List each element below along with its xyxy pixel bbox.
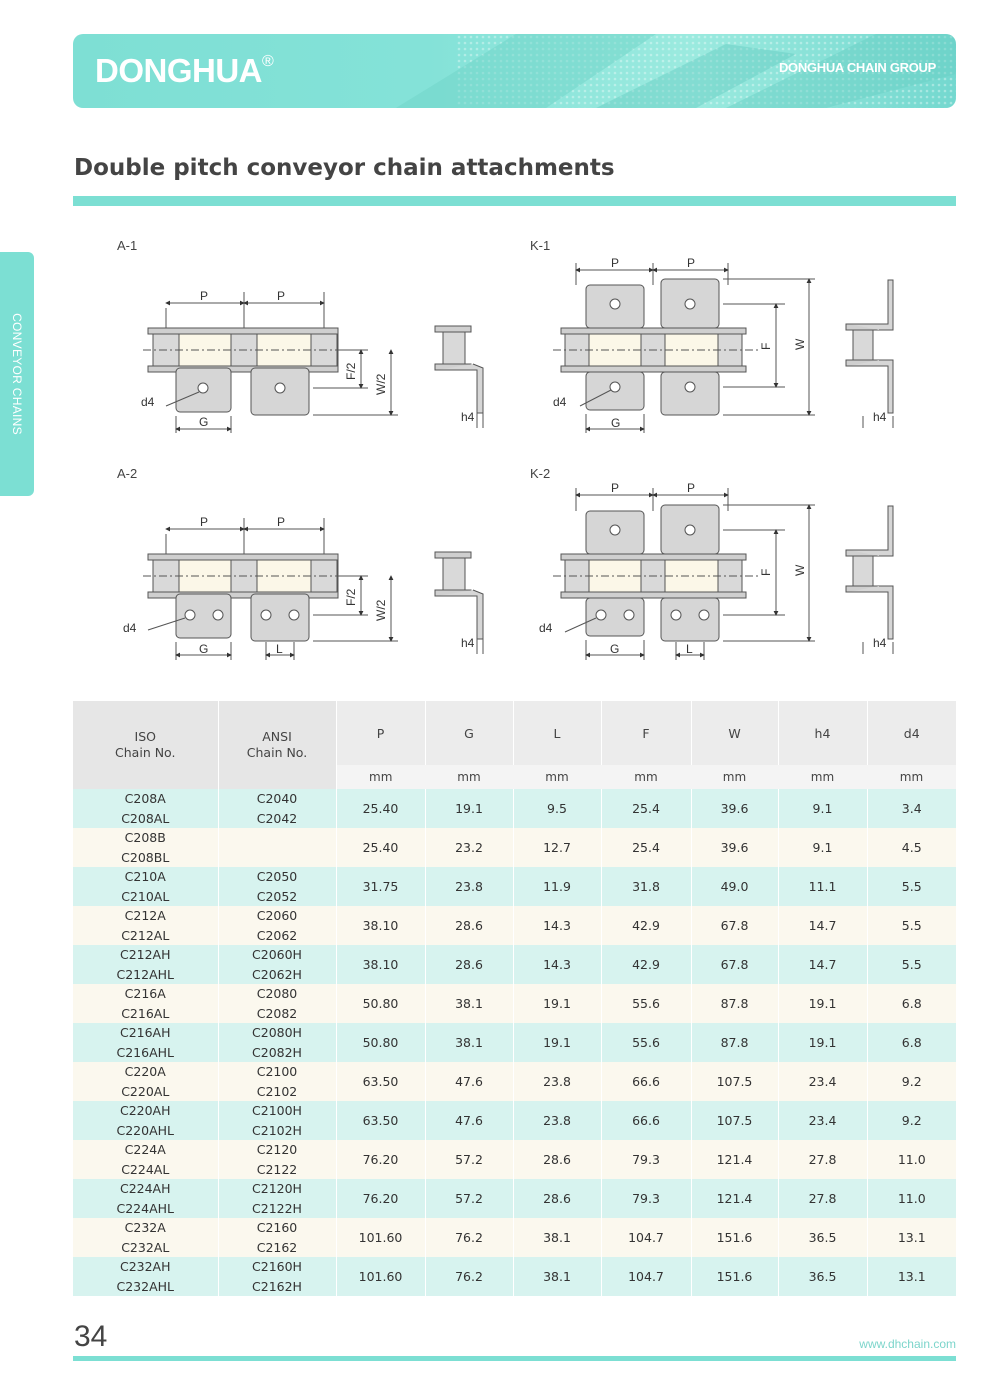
cell-g: 23.8 (425, 867, 513, 906)
cell-l: 12.7 (513, 828, 601, 867)
page-number: 34 (74, 1320, 108, 1353)
col-header-p: P (336, 701, 425, 765)
iso-chain-no: C208B C208BL (73, 828, 218, 867)
cell-p: 101.60 (336, 1218, 425, 1257)
cell-d4: 11.0 (867, 1179, 956, 1218)
cell-w: 107.5 (691, 1101, 778, 1140)
ansi-chain-no: C2060 C2062 (218, 906, 336, 945)
k2-dim-p1: P (611, 481, 620, 495)
cell-p: 31.75 (336, 867, 425, 906)
cell-d4: 9.2 (867, 1101, 956, 1140)
cell-p: 50.80 (336, 1023, 425, 1062)
a2-dim-p2: P (277, 515, 286, 529)
group-name: DONGHUA CHAIN GROUP (778, 60, 936, 75)
k1-dim-g: G (611, 416, 621, 430)
k1-dim-p1: P (611, 256, 620, 270)
cell-g: 57.2 (425, 1179, 513, 1218)
k1-dim-h4: h4 (873, 410, 887, 424)
website-link[interactable]: www.dhchain.com (859, 1337, 956, 1351)
iso-chain-no: C210A C210AL (73, 867, 218, 906)
table-row (73, 828, 956, 867)
k2-dim-g: G (610, 642, 620, 656)
cell-p: 76.20 (336, 1140, 425, 1179)
ansi-chain-no: C2080H C2082H (218, 1023, 336, 1062)
cell-g: 28.6 (425, 945, 513, 984)
a2-dim-d4: d4 (123, 621, 137, 635)
iso-chain-no: C212A C212AL (73, 906, 218, 945)
ansi-chain-no: C2050 C2052 (218, 867, 336, 906)
cell-h4: 27.8 (778, 1140, 867, 1179)
cell-f: 42.9 (601, 945, 691, 984)
cell-d4: 4.5 (867, 828, 956, 867)
cell-l: 23.8 (513, 1062, 601, 1101)
a1-dim-h4: h4 (461, 410, 475, 424)
iso-chain-no: C216AH C216AHL (73, 1023, 218, 1062)
cell-h4: 23.4 (778, 1062, 867, 1101)
cell-g: 23.2 (425, 828, 513, 867)
cell-p: 101.60 (336, 1257, 425, 1296)
section-side-tab (0, 252, 34, 496)
table-row (73, 984, 956, 1023)
ansi-chain-no (218, 828, 336, 867)
cell-d4: 5.5 (867, 867, 956, 906)
attachment-diagrams (73, 230, 956, 670)
cell-d4: 13.1 (867, 1218, 956, 1257)
a2-dim-p1: P (200, 515, 209, 529)
a1-dim-d4: d4 (141, 395, 155, 409)
cell-d4: 6.8 (867, 1023, 956, 1062)
spec-table (73, 701, 956, 1296)
cell-l: 11.9 (513, 867, 601, 906)
cell-d4: 11.0 (867, 1140, 956, 1179)
cell-h4: 27.8 (778, 1179, 867, 1218)
cell-l: 28.6 (513, 1140, 601, 1179)
k1-dim-d4: d4 (553, 395, 567, 409)
col-header-iso: ISO Chain No. (73, 701, 218, 789)
k1-dim-p2: P (687, 256, 696, 270)
iso-chain-no: C220AH C220AHL (73, 1101, 218, 1140)
iso-chain-no: C232AH C232AHL (73, 1257, 218, 1296)
cell-f: 42.9 (601, 906, 691, 945)
cell-g: 28.6 (425, 906, 513, 945)
cell-d4: 5.5 (867, 906, 956, 945)
col-header-d4: d4 (867, 701, 956, 765)
cell-h4: 19.1 (778, 1023, 867, 1062)
cell-f: 79.3 (601, 1140, 691, 1179)
cell-h4: 36.5 (778, 1218, 867, 1257)
col-header-g: G (425, 701, 513, 765)
iso-chain-no: C224A C224AL (73, 1140, 218, 1179)
cell-h4: 19.1 (778, 984, 867, 1023)
ansi-chain-no: C2120 C2122 (218, 1140, 336, 1179)
ansi-chain-no: C2160H C2162H (218, 1257, 336, 1296)
table-row (73, 1179, 956, 1218)
cell-l: 9.5 (513, 789, 601, 828)
cell-f: 104.7 (601, 1257, 691, 1296)
diagram-label-k2: K-2 (530, 466, 551, 481)
diagram-label-a2: A-2 (117, 466, 138, 481)
cell-f: 25.4 (601, 789, 691, 828)
k2-dim-p2: P (687, 481, 696, 495)
cell-f: 25.4 (601, 828, 691, 867)
k2-dim-d4: d4 (539, 621, 553, 635)
col-header-l: L (513, 701, 601, 765)
table-row (73, 1218, 956, 1257)
cell-w: 121.4 (691, 1179, 778, 1218)
k2-dim-w: W (793, 564, 807, 576)
cell-l: 14.3 (513, 906, 601, 945)
a2-dim-f2: F/2 (344, 588, 358, 606)
iso-chain-no: C220A C220AL (73, 1062, 218, 1101)
cell-p: 63.50 (336, 1062, 425, 1101)
cell-w: 67.8 (691, 906, 778, 945)
table-row (73, 1257, 956, 1296)
a2-dim-l: L (276, 642, 283, 656)
cell-p: 25.40 (336, 828, 425, 867)
cell-l: 38.1 (513, 1218, 601, 1257)
table-row (73, 1062, 956, 1101)
a1-dim-p1: P (200, 289, 209, 303)
diagram-k1 (553, 263, 893, 433)
cell-d4: 9.2 (867, 1062, 956, 1101)
table-row (73, 789, 956, 828)
cell-l: 28.6 (513, 1179, 601, 1218)
table-row (73, 945, 956, 984)
cell-f: 66.6 (601, 1101, 691, 1140)
ansi-chain-no: C2040 C2042 (218, 789, 336, 828)
cell-w: 151.6 (691, 1257, 778, 1296)
cell-w: 151.6 (691, 1218, 778, 1257)
cell-h4: 14.7 (778, 945, 867, 984)
cell-p: 38.10 (336, 945, 425, 984)
iso-chain-no: C212AH C212AHL (73, 945, 218, 984)
cell-f: 55.6 (601, 1023, 691, 1062)
k2-dim-h4: h4 (873, 636, 887, 650)
cell-h4: 23.4 (778, 1101, 867, 1140)
cell-d4: 6.8 (867, 984, 956, 1023)
cell-f: 31.8 (601, 867, 691, 906)
a1-dim-p2: P (277, 289, 286, 303)
footer-bar (73, 1356, 956, 1361)
cell-h4: 11.1 (778, 867, 867, 906)
cell-l: 19.1 (513, 984, 601, 1023)
a2-dim-g: G (199, 642, 209, 656)
a1-dim-g: G (199, 415, 209, 429)
page-title: Double pitch conveyor chain attachments (74, 155, 615, 181)
k2-dim-l: L (686, 642, 693, 656)
unit-p: mm (336, 765, 425, 789)
cell-h4: 14.7 (778, 906, 867, 945)
a2-dim-h4: h4 (461, 636, 475, 650)
col-header-h4: h4 (778, 701, 867, 765)
cell-f: 55.6 (601, 984, 691, 1023)
cell-g: 38.1 (425, 1023, 513, 1062)
cell-f: 79.3 (601, 1179, 691, 1218)
iso-chain-no: C216A C216AL (73, 984, 218, 1023)
col-header-w: W (691, 701, 778, 765)
cell-l: 14.3 (513, 945, 601, 984)
cell-l: 23.8 (513, 1101, 601, 1140)
cell-g: 47.6 (425, 1101, 513, 1140)
diagram-label-a1: A-1 (117, 238, 138, 253)
cell-g: 47.6 (425, 1062, 513, 1101)
unit-d4: mm (867, 765, 956, 789)
cell-p: 25.40 (336, 789, 425, 828)
cell-d4: 5.5 (867, 945, 956, 984)
cell-g: 38.1 (425, 984, 513, 1023)
side-tab-label: CONVEYOR CHAINS (10, 313, 24, 435)
a2-dim-w2: W/2 (374, 599, 388, 621)
cell-w: 121.4 (691, 1140, 778, 1179)
cell-w: 67.8 (691, 945, 778, 984)
cell-p: 63.50 (336, 1101, 425, 1140)
cell-d4: 3.4 (867, 789, 956, 828)
col-header-ansi: ANSI Chain No. (218, 701, 336, 789)
cell-f: 104.7 (601, 1218, 691, 1257)
unit-f: mm (601, 765, 691, 789)
cell-h4: 9.1 (778, 828, 867, 867)
a1-dim-f2: F/2 (344, 362, 358, 380)
iso-chain-no: C224AH C224AHL (73, 1179, 218, 1218)
diagram-a2 (143, 518, 483, 660)
header-banner (73, 34, 956, 108)
cell-p: 76.20 (336, 1179, 425, 1218)
table-row (73, 1101, 956, 1140)
cell-w: 107.5 (691, 1062, 778, 1101)
cell-l: 38.1 (513, 1257, 601, 1296)
cell-w: 49.0 (691, 867, 778, 906)
cell-h4: 9.1 (778, 789, 867, 828)
ansi-chain-no: C2060H C2062H (218, 945, 336, 984)
iso-chain-no: C208A C208AL (73, 789, 218, 828)
cell-d4: 13.1 (867, 1257, 956, 1296)
diagram-a1 (143, 292, 483, 433)
table-row (73, 1140, 956, 1179)
cell-g: 76.2 (425, 1218, 513, 1257)
diagram-k2 (553, 488, 893, 660)
table-row (73, 906, 956, 945)
cell-p: 38.10 (336, 906, 425, 945)
table-row (73, 1023, 956, 1062)
cell-f: 66.6 (601, 1062, 691, 1101)
a1-dim-w2: W/2 (374, 373, 388, 395)
col-header-f: F (601, 701, 691, 765)
cell-p: 50.80 (336, 984, 425, 1023)
cell-h4: 36.5 (778, 1257, 867, 1296)
brand-logo: DONGHUA® (95, 52, 274, 89)
ansi-chain-no: C2160 C2162 (218, 1218, 336, 1257)
cell-g: 76.2 (425, 1257, 513, 1296)
cell-w: 39.6 (691, 789, 778, 828)
unit-l: mm (513, 765, 601, 789)
cell-w: 39.6 (691, 828, 778, 867)
unit-w: mm (691, 765, 778, 789)
k1-dim-f: F (759, 342, 773, 350)
unit-g: mm (425, 765, 513, 789)
ansi-chain-no: C2100 C2102 (218, 1062, 336, 1101)
ansi-chain-no: C2120H C2122H (218, 1179, 336, 1218)
unit-h4: mm (778, 765, 867, 789)
iso-chain-no: C232A C232AL (73, 1218, 218, 1257)
k1-dim-w: W (793, 338, 807, 350)
k2-dim-f: F (759, 568, 773, 576)
table-row (73, 867, 956, 906)
cell-w: 87.8 (691, 984, 778, 1023)
cell-w: 87.8 (691, 1023, 778, 1062)
ansi-chain-no: C2080 C2082 (218, 984, 336, 1023)
cell-g: 19.1 (425, 789, 513, 828)
title-underline (73, 196, 956, 206)
ansi-chain-no: C2100H C2102H (218, 1101, 336, 1140)
cell-g: 57.2 (425, 1140, 513, 1179)
diagram-label-k1: K-1 (530, 238, 551, 253)
cell-l: 19.1 (513, 1023, 601, 1062)
